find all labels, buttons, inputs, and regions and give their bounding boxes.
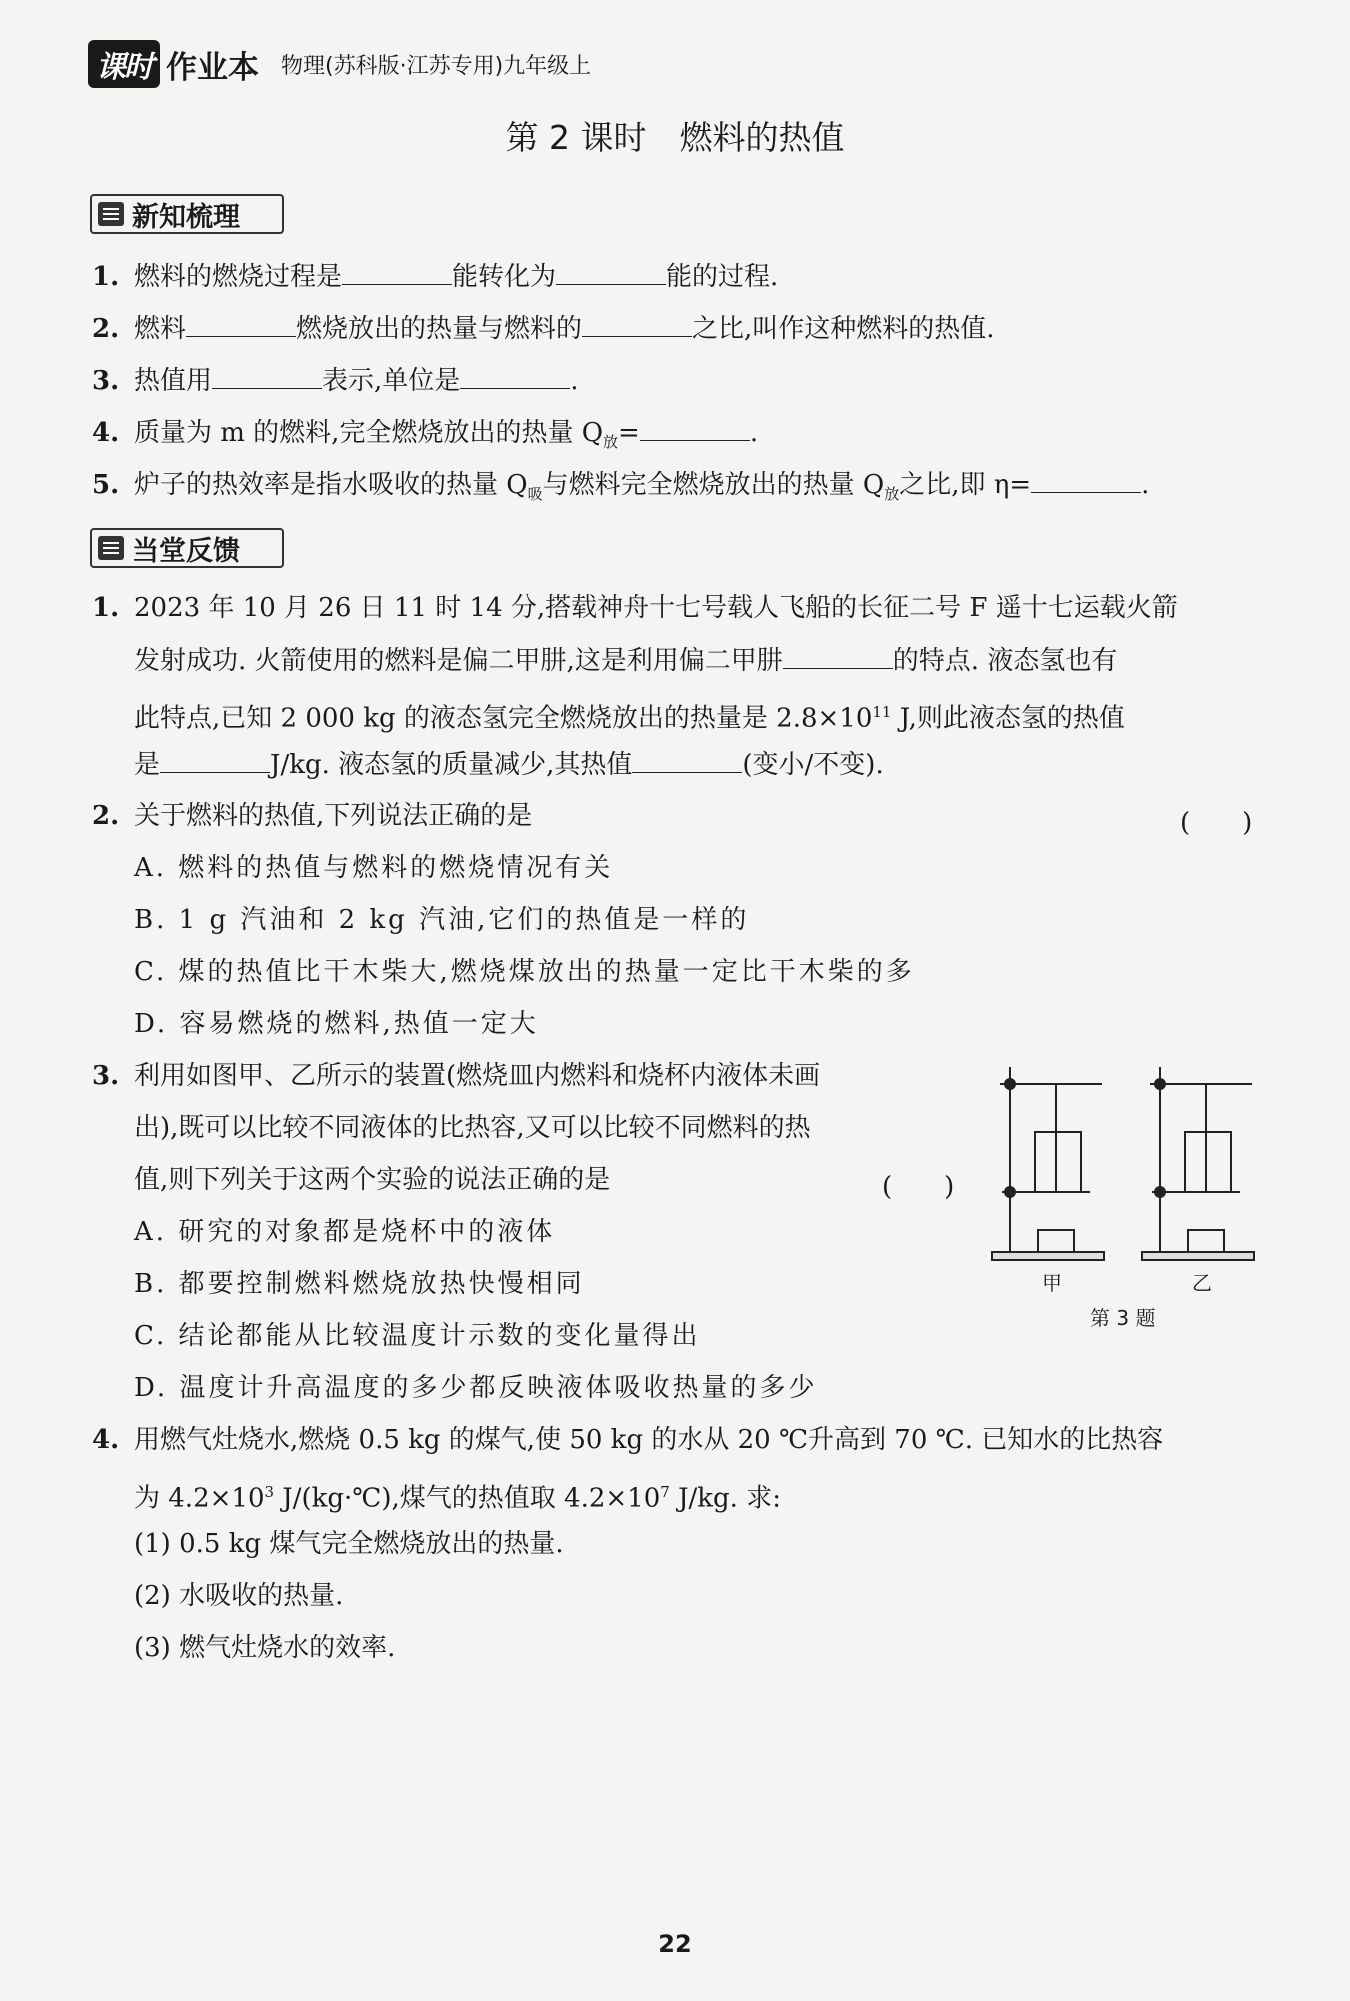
question-number: 2.: [92, 801, 120, 831]
answer-blank[interactable]: [1031, 464, 1141, 493]
question-text: 为 4.2×10: [134, 1483, 265, 1514]
answer-blank[interactable]: [160, 744, 270, 773]
option-d: D. 容易燃烧的燃料,热值一定大: [134, 1009, 539, 1039]
item-text: 之比,即 η=: [899, 470, 1032, 500]
item-text: 燃料: [134, 314, 187, 344]
knowledge-item: [92, 464, 1149, 514]
question-3: [92, 1056, 820, 1096]
item-text: 能转化为: [452, 262, 557, 292]
question-text: J,则此液态氢的热值: [891, 703, 1125, 734]
option-a: A. 研究的对象都是烧杯中的液体: [134, 1217, 556, 1247]
question-text: J/(kg·℃),煤气的热值取 4.2×10: [274, 1483, 661, 1514]
answer-paren[interactable]: ( ): [1180, 808, 1253, 838]
section-feedback: [90, 528, 284, 568]
question-text: (变小/不变).: [742, 750, 884, 780]
superscript: 11: [872, 703, 892, 721]
question-text: 的特点. 液态氢也有: [892, 646, 1118, 676]
item-text: 表示,单位是: [322, 366, 461, 396]
item-text: 炉子的热效率是指水吸收的热量 Q: [134, 470, 528, 500]
answer-blank[interactable]: [342, 256, 452, 285]
logo: 课时: [88, 40, 160, 88]
question-text: 是: [134, 750, 161, 780]
question-4-part: (1) 0.5 kg 煤气完全燃烧放出的热量.: [134, 1529, 564, 1559]
answer-blank[interactable]: [582, 308, 692, 337]
notebook-icon: [98, 202, 124, 226]
option-c: C. 煤的热值比干木柴大,燃烧煤放出的热量一定比干木柴的多: [134, 957, 915, 987]
option-d: D. 温度计升高温度的多少都反映液体吸收热量的多少: [134, 1373, 818, 1403]
knowledge-item: [92, 308, 995, 349]
question-number: 1.: [92, 593, 120, 623]
question-4-part: (3) 燃气灶烧水的效率.: [134, 1633, 396, 1663]
question-text: 用燃气灶烧水,燃烧 0.5 kg 的煤气,使 50 kg 的水从 20 ℃升高到 70 ℃. 已知水的比热容: [134, 1425, 1164, 1455]
subscript: 放: [603, 433, 619, 452]
figure-label-jia: 甲: [1042, 1271, 1062, 1295]
question-1: [92, 588, 1178, 628]
item-text: 质量为 m 的燃料,完全燃烧放出的热量 Q: [134, 418, 604, 448]
knowledge-item: [92, 360, 579, 401]
question-4-part: (2) 水吸收的热量.: [134, 1581, 344, 1611]
knowledge-item: [92, 412, 758, 462]
question-4-line: [134, 1472, 781, 1519]
answer-blank[interactable]: [556, 256, 666, 285]
item-text: .: [749, 418, 759, 448]
item-text: =: [618, 418, 640, 448]
item-text: 燃烧放出的热量与燃料的: [296, 314, 583, 344]
item-text: 热值用: [134, 366, 213, 396]
item-number: 5.: [92, 470, 120, 500]
item-text: 之比,叫作这种燃料的热值.: [692, 314, 995, 344]
question-text: 2023 年 10 月 26 日 11 时 14 分,搭载神舟十七号载人飞船的长征二号 F 遥十七运载火箭: [134, 593, 1178, 623]
answer-blank[interactable]: [186, 308, 296, 337]
pencil-note-icon: [98, 536, 124, 560]
item-number: 4.: [92, 418, 120, 448]
question-3-line: 出),既可以比较不同液体的比热容,又可以比较不同燃料的热: [134, 1113, 811, 1143]
section-new-knowledge: [90, 194, 284, 234]
question-1-line: [134, 692, 1125, 739]
question-text: 利用如图甲、乙所示的装置(燃烧皿内燃料和烧杯内液体未画: [134, 1061, 821, 1091]
question-2: [92, 796, 532, 836]
item-number: 2.: [92, 314, 120, 344]
question-4: [92, 1420, 1163, 1460]
header: [88, 40, 591, 88]
page-number: 22: [658, 1930, 692, 1958]
answer-blank[interactable]: [212, 360, 322, 389]
question-text: 关于燃料的热值,下列说法正确的是: [134, 801, 533, 831]
figure-caption: 第 3 题: [1090, 1306, 1156, 1330]
option-b: B. 1 g 汽油和 2 kg 汽油,它们的热值是一样的: [134, 905, 750, 935]
book-name: 作业本: [166, 49, 259, 86]
answer-blank[interactable]: [783, 640, 893, 669]
question-text: J/kg. 求:: [669, 1483, 781, 1514]
item-text: .: [570, 366, 579, 396]
question-text: J/kg. 液态氢的质量减少,其热值: [270, 750, 633, 780]
answer-paren[interactable]: ( ): [882, 1172, 955, 1202]
figure-label-yi: 乙: [1192, 1271, 1212, 1295]
section-label: 新知梳理: [132, 201, 240, 233]
question-3-line: 值,则下列关于这两个实验的说法正确的是: [134, 1165, 611, 1195]
apparatus-drawing: [990, 1062, 1290, 1282]
question-1-line: [134, 744, 884, 785]
question-number: 3.: [92, 1061, 120, 1091]
item-text: 与燃料完全燃烧放出的热量 Q: [542, 470, 885, 500]
question-text: 此特点,已知 2 000 kg 的液态氢完全燃烧放出的热量是 2.8×10: [134, 703, 873, 734]
question-text: 发射成功. 火箭使用的燃料是偏二甲肼,这是利用偏二甲肼: [134, 646, 783, 676]
item-text: .: [1141, 470, 1150, 500]
lesson-title: 第 2 课时 燃料的热值: [505, 118, 845, 157]
item-number: 1.: [92, 262, 120, 292]
answer-blank[interactable]: [460, 360, 570, 389]
question-1-line: [134, 640, 1117, 681]
superscript: 3: [264, 1483, 275, 1501]
option-c: C. 结论都能从比较温度计示数的变化量得出: [134, 1321, 701, 1351]
answer-blank[interactable]: [632, 744, 742, 773]
answer-blank[interactable]: [640, 412, 750, 441]
question-number: 4.: [92, 1425, 120, 1455]
item-text: 能的过程.: [666, 262, 779, 292]
section-label: 当堂反馈: [132, 535, 240, 567]
apparatus-figure: [990, 1062, 1290, 1330]
option-b: B. 都要控制燃料燃烧放热快慢相同: [134, 1269, 585, 1299]
subscript: 吸: [527, 485, 543, 504]
subscript: 放: [884, 485, 900, 504]
superscript: 7: [660, 1483, 670, 1501]
knowledge-item: [92, 256, 778, 297]
option-a: A. 燃料的热值与燃料的燃烧情况有关: [134, 853, 614, 883]
item-number: 3.: [92, 366, 120, 396]
item-text: 燃料的燃烧过程是: [134, 262, 343, 292]
subject-line: 物理(苏科版·江苏专用)九年级上: [281, 53, 592, 79]
